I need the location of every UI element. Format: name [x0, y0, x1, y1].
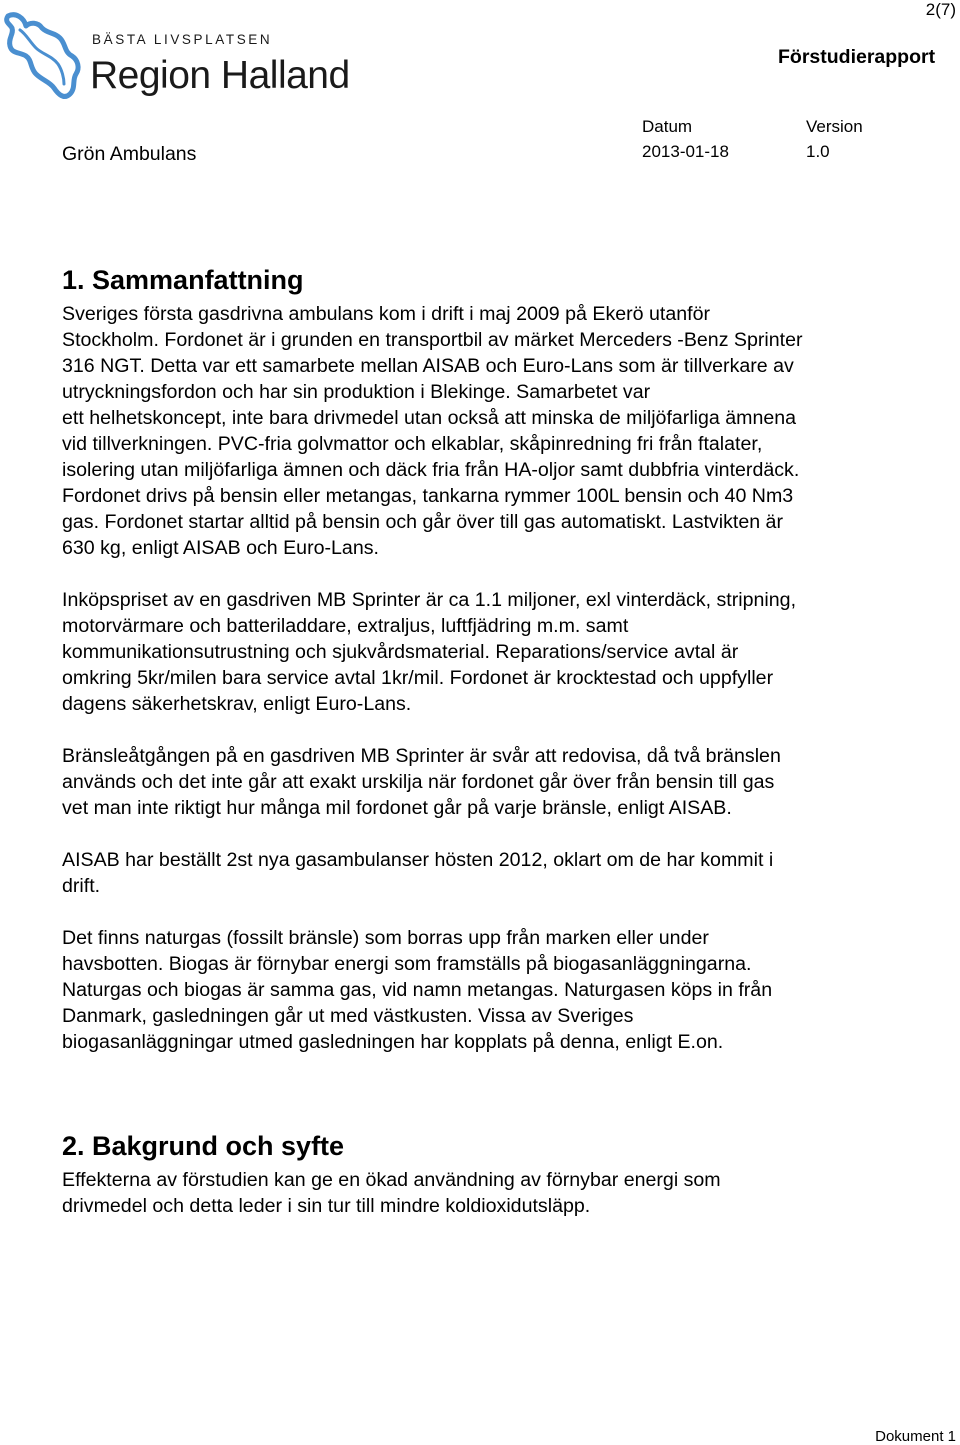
logo-name: Region Halland	[90, 54, 350, 97]
project-name: Grön Ambulans	[62, 143, 197, 165]
paragraph: Bränsleåtgången på en gasdriven MB Sprinter är svår att redovisa, då två bränslen används och det inte går att exakt urskilja när fordonet går över från bensin till gas vet man inte riktigt hur många mil fordonet går på varje bränsle, enligt AISAB.	[62, 745, 781, 819]
section-heading: 2. Bakgrund och syfte	[62, 1131, 345, 1161]
date-value: 2013-01-18	[642, 142, 729, 161]
paragraph: Sveriges första gasdrivna ambulans kom i drift i maj 2009 på Ekerö utanför Stockholm. Fordonet är i grunden en transportbil av märket Merceders -Benz Sprinter 316 NGT. Detta var ett samarbete mellan AISAB och Euro-Lans som är tillverkare av utryckningsfordon och har sin produktion i Blekinge. Samarbetet var ett helhetskoncept, inte bara drivmedel utan också att minska de miljöfarliga ämnena vid tillverkningen. PVC-fria golvmattor och elkablar, skåpinredning fri från ftalater, isolering utan miljöfarliga ämnen och däck fria från HA-oljor samt dubbfria vinterdäck. Fordonet drivs på bensin eller metangas, tankarna rymmer 100L bensin och 40 Nm3 gas. Fordonet startar alltid på bensin och går över till gas automatiskt. Lastvikten är 630 kg, enligt AISAB och Euro-Lans.	[62, 303, 803, 559]
section-summary	[62, 263, 922, 1055]
document-footer-label: Dokument 1	[875, 1428, 956, 1445]
page-number: 2(7)	[925, 0, 956, 19]
version-label: Version	[806, 117, 863, 136]
paragraph: AISAB har beställt 2st nya gasambulanser hösten 2012, oklart om de har kommit i drift.	[62, 849, 774, 897]
section-background	[62, 1129, 922, 1219]
halland-map-icon	[2, 8, 92, 104]
paragraph: Inköpspriset av en gasdriven MB Sprinter är ca 1.1 miljoner, exl vinterdäck, stripning, motorvärmare och batteriladdare, extraljus, luftfjädring m.m. samt kommunikationsutrustning och sjukvårdsmaterial. Reparations/service avtal är omkring 5kr/milen bara service avtal 1kr/mil. Fordonet är krocktestad och uppfyller dagens säkerhetskrav, enligt Euro-Lans.	[62, 589, 797, 715]
version-value: 1.0	[806, 142, 830, 161]
region-halland-logo	[2, 8, 372, 104]
paragraph: Effekterna av förstudien kan ge en ökad användning av förnybar energi som drivmedel och detta leder i sin tur till mindre koldioxidutsläpp.	[62, 1169, 721, 1217]
document-body	[62, 263, 922, 1219]
section-heading: 1. Sammanfattning	[62, 265, 304, 295]
date-label: Datum	[642, 117, 693, 136]
logo-tagline: BÄSTA LIVSPLATSEN	[92, 32, 273, 47]
document-type: Förstudierapport	[778, 46, 936, 68]
paragraph: Det finns naturgas (fossilt bränsle) som borras upp från marken eller under havsbotten. Biogas är förnybar energi som framställs på biogasanläggningarna. Naturgas och biogas är samma gas, vid namn metangas. Naturgasen köps in från Danmark, gasledningen går ut med västkusten. Vissa av Sveriges biogasanläggningar utmed gasledningen har kopplats på denna, enligt E.on.	[62, 927, 773, 1053]
